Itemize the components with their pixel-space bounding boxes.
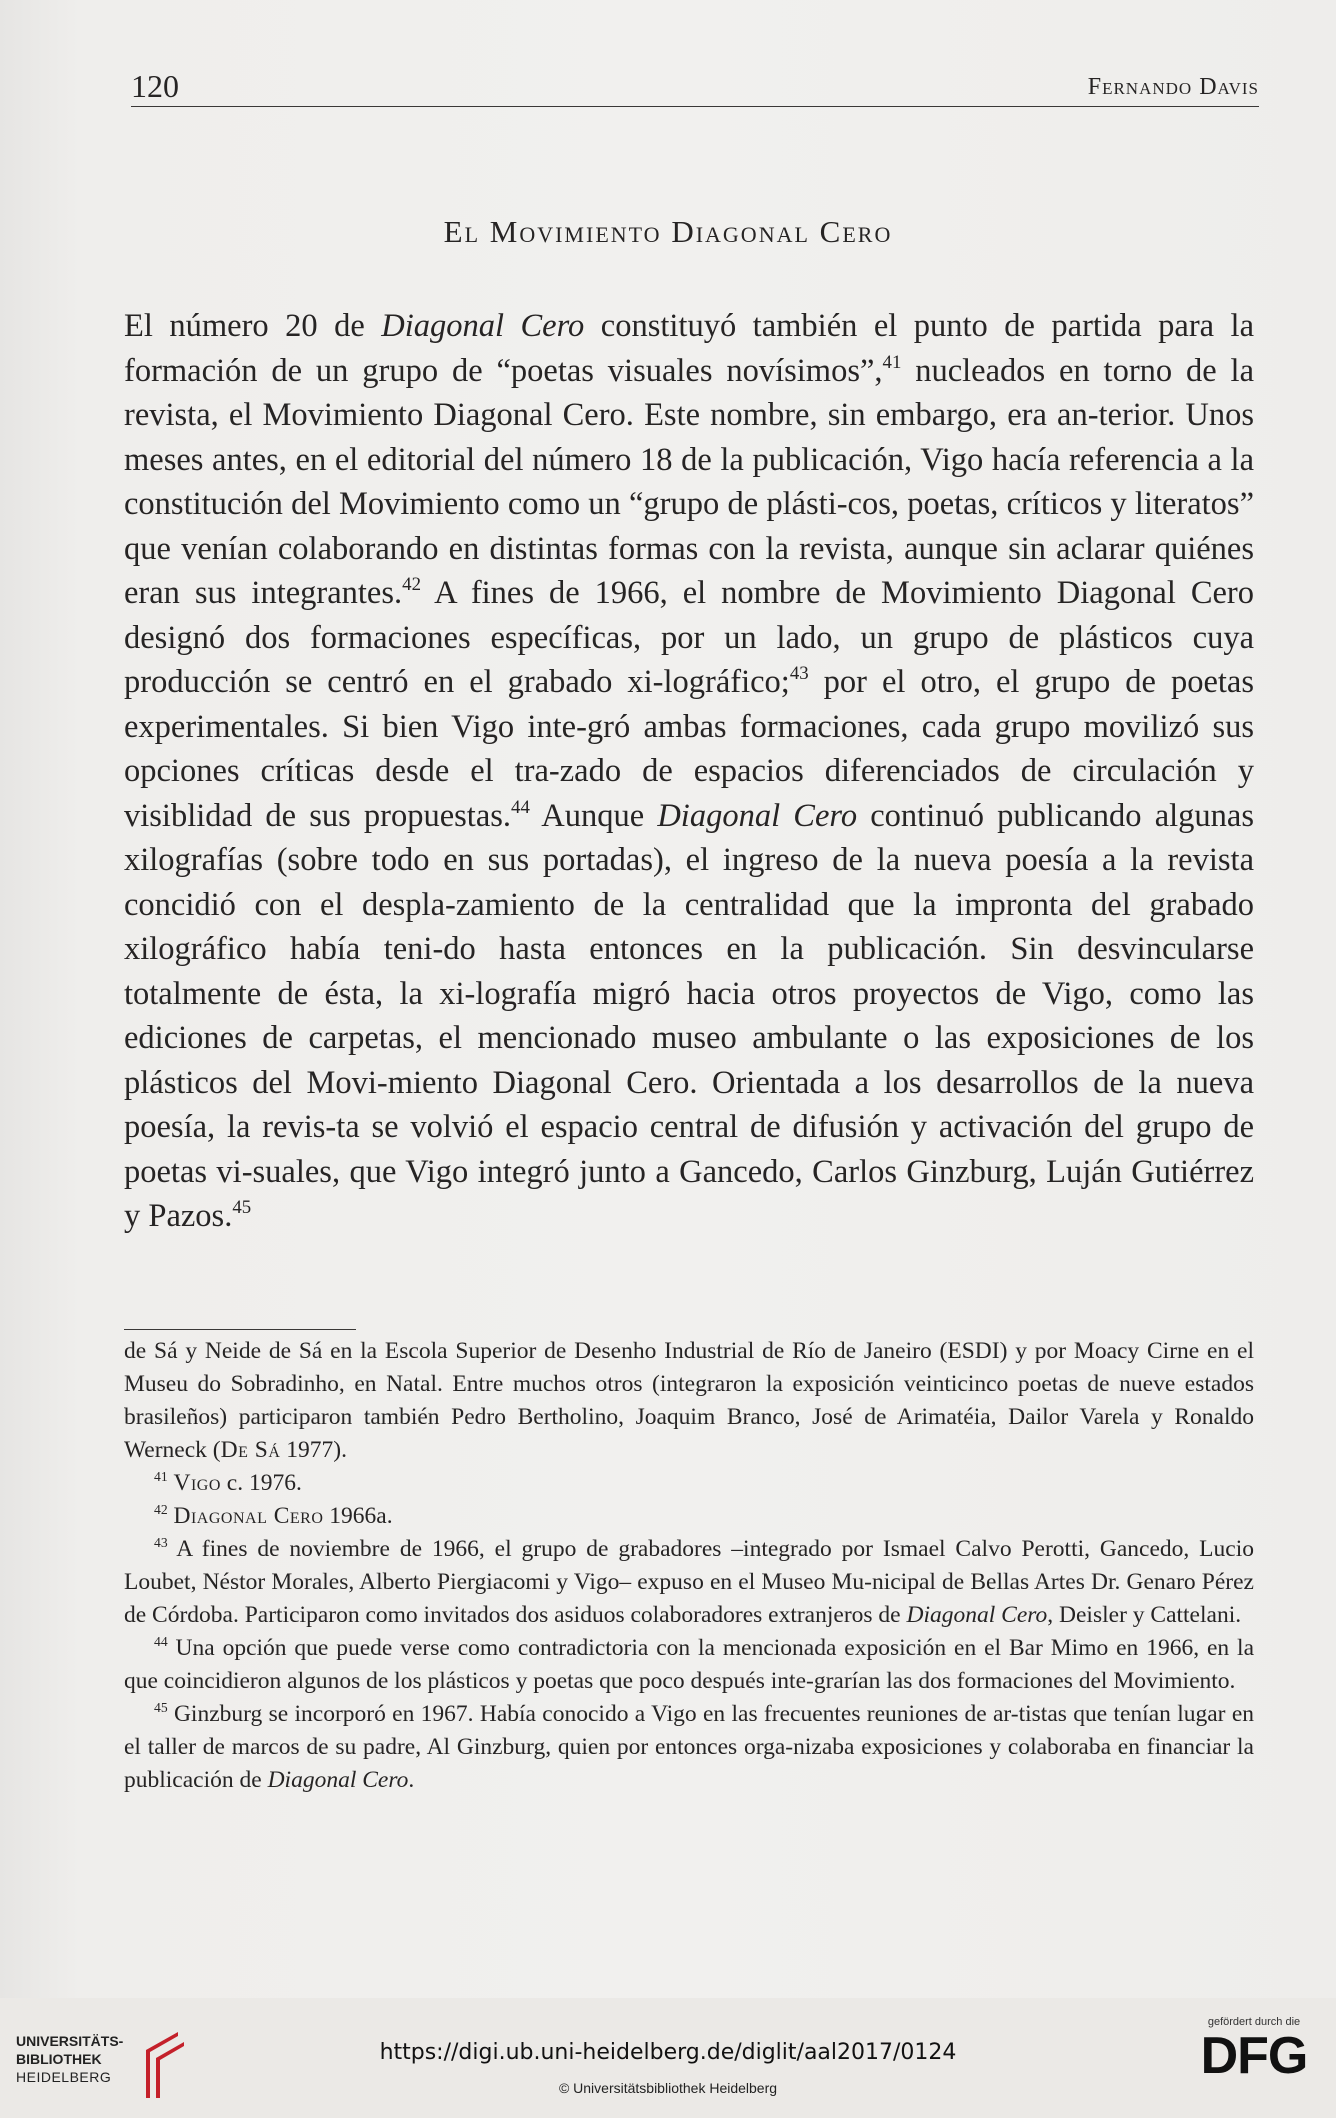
footnote-42: $^{42}$ Diagonal Cero 1966a. (154, 1501, 393, 1529)
body-text (124, 304, 1254, 1239)
funder-caption: gefördert durch die (1207, 2016, 1301, 2028)
footnote-ref-45[interactable]: 45 (232, 1197, 252, 1219)
italic-title: Diagonal Cero (657, 797, 858, 834)
copyright-notice: © Universitätsbibliothek Heidelberg (558, 2080, 778, 2096)
section-title: El Movimiento Diagonal Cero (443, 214, 893, 249)
footnote-41: $^{41}$ Vigo c. 1976. (154, 1468, 302, 1496)
footnote-44: $^{44}$ Una opción que puede verse como contradictoria con la mencionada exposición en el Bar Mimo en 1966, en la que coincidieron algunos de los plásticos y poetas que poco después inte-grarían las dos formaciones del Movimiento. (124, 1633, 1254, 1694)
library-name-line2: BIBLIOTHEK (16, 2051, 102, 2067)
body-paragraph: El número 20 de Diagonal Cero constituyó también el punto de partida para la formación de un grupo de “poetas visuales novísimos”,$^{41}$ nucleados en torno de la revista, el Movimiento Diagonal Cero. Este nombre, sin embargo, era an-terior. Unos meses antes, en el editorial del número 18 de la publicación, Vigo hacía referencia a la constitución del Movimiento como un “grupo de plásti-cos, poetas, críticos y literatos” que venían colaborando en distintas formas con la revista, aunque sin aclarar quiénes eran sus integrantes.$^{42}$ A fines de 1966, el nombre de Movimiento Diagonal Cero designó dos formaciones específicas, por un lado, un grupo de plásticos cuya producción se centró en el grabado xi-lográfico;$^{43}$ por el otro, el grupo de poetas experimentales. Si bien Vigo inte-gró ambas formaciones, cada grupo movilizó sus opciones críticas desde el tra-zado de espacios diferenciados de circulación y visiblidad de sus propuestas.$^{44}$ Aunque Diagonal Cero continuó publicando algunas xilografías (sobre todo en sus portadas), el ingreso de la nueva poesía a la revista concidió con el despla-zamiento de la centralidad que la impronta del grabado xilográfico había teni-do hasta entonces en la publicación. Sin desvincularse totalmente de ésta, la xi-lografía migró hacia otros proyectos de Vigo, como las ediciones de carpetas, el mencionado museo ambulante o las exposiciones de los plásticos del Movi-miento Diagonal Cero. Orientada a los desarrollos de la nueva poesía, la revis-ta se volvió el espacio central de difusión y activación del grupo de poetas vi-suales, que Vigo integró junto a Gancedo, Carlos Ginzburg, Luján Gutiérrez y Pazos.$^{45}$ (124, 308, 1254, 1234)
footnote-45: $^{45}$ Ginzburg se incorporó en 1967. Había conocido a Vigo en las frecuentes reuniones de ar-tistas que tenían lugar en el taller de marcos de su padre, Al Ginzburg, quien por entonces orga-nizaba exposiciones y colaboraba en financiar la publicación de Diagonal Cero. (124, 1699, 1254, 1793)
dfg-funder-logo[interactable] (1194, 2016, 1314, 2106)
library-name-line1: UNIVERSITÄTS- (16, 2033, 124, 2049)
running-head (131, 66, 1259, 107)
footnote-continuation: de Sá y Neide de Sá en la Escola Superior de Desenho Industrial de Río de Janeiro (ESDI) y por Moacy Cirne en el Museu do Sobradinho, en Natal. Entre muchos otros (integraron la exposición veinticinco poetas de nueve estados brasileños) participaron también Pedro Bertholino, Joaquim Branco, José de Arimatéia, Dailor Varela y Ronaldo Werneck (De Sá 1977). (124, 1338, 1254, 1463)
footnote-ref-44[interactable]: 44 (511, 796, 530, 818)
italic-title: Diagonal Cero (381, 308, 585, 344)
footnote-43: $^{43}$ A fines de noviembre de 1966, el grupo de grabadores –integrado por Ismael Calvo Perotti, Gancedo, Lucio Loubet, Néstor Morales, Alberto Piergiacomi y Vigo– expuso en el Museo Mu-nicipal de Bellas Artes Dr. Genaro Pérez de Córdoba. Participaron como invitados dos asiduos colaboradores extranjeros de Diagonal Cero, Deisler y Cattelani. (124, 1534, 1254, 1628)
running-head-author: Fernando Davis (1087, 74, 1259, 100)
footnote-ref-43[interactable]: 43 (789, 663, 809, 685)
viewer-footer (0, 1998, 1336, 2118)
footnote-ref-42[interactable]: 42 (402, 574, 421, 596)
permalink-url[interactable]: https://digi.ub.uni-heidelberg.de/diglit/aal2017/0124 (379, 2040, 957, 2065)
footnote-rule (124, 1329, 356, 1330)
dfg-logo-text: DFG (1200, 2027, 1308, 2085)
footnotes (124, 1335, 1254, 1797)
page-number: 120 (131, 68, 179, 104)
footnote-ref-41[interactable]: 41 (882, 351, 902, 373)
library-name-line3: HEIDELBERG (16, 2069, 112, 2085)
